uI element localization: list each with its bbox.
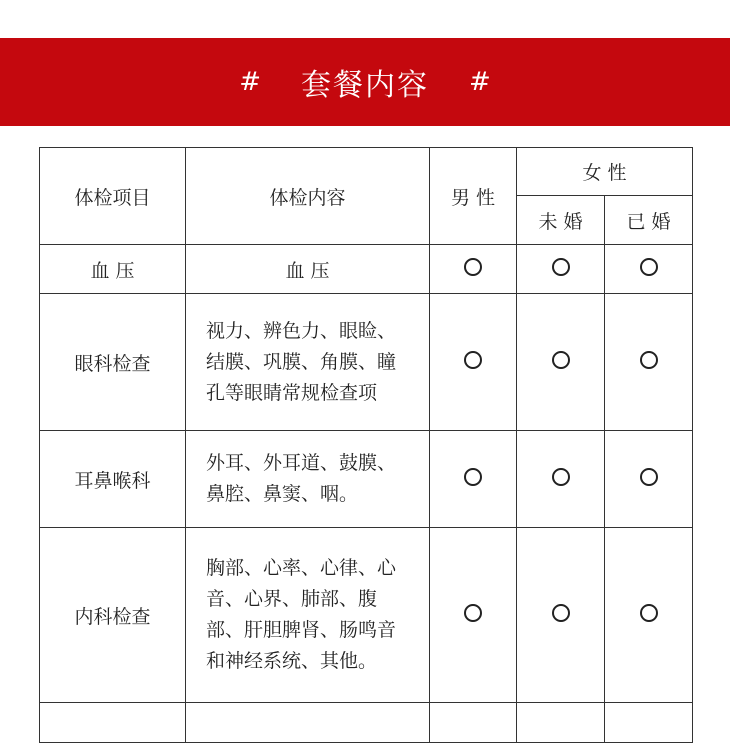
married-mark	[605, 294, 693, 431]
row-item: 血 压	[40, 245, 186, 294]
male-mark	[430, 294, 517, 431]
row-content: 血 压	[186, 245, 430, 294]
table-row	[40, 245, 693, 294]
row-content-empty	[186, 703, 430, 743]
unmarried-mark	[517, 431, 605, 528]
row-item: 耳鼻喉科	[40, 431, 186, 528]
col-header-content: 体检内容	[186, 148, 430, 245]
circle-icon	[640, 258, 658, 276]
unmarried-mark	[517, 528, 605, 703]
col-header-male: 男 性	[430, 148, 517, 245]
unmarried-mark	[517, 245, 605, 294]
male-mark-empty	[430, 703, 517, 743]
col-header-married: 已 婚	[605, 196, 693, 245]
male-mark	[430, 431, 517, 528]
unmarried-mark	[517, 294, 605, 431]
row-content: 胸部、心率、心律、心音、心界、肺部、腹部、肝胆脾肾、肠鸣音和神经系统、其他。	[186, 528, 430, 703]
married-mark	[605, 431, 693, 528]
circle-icon	[464, 604, 482, 622]
unmarried-mark-empty	[517, 703, 605, 743]
circle-icon	[464, 351, 482, 369]
married-mark	[605, 245, 693, 294]
row-item: 内科检查	[40, 528, 186, 703]
table-row	[40, 528, 693, 703]
hash-left: #	[239, 67, 261, 97]
circle-icon	[640, 351, 658, 369]
header-row	[40, 148, 693, 196]
circle-icon	[464, 468, 482, 486]
package-table	[39, 147, 693, 743]
section-banner	[0, 38, 730, 126]
col-header-unmarried: 未 婚	[517, 196, 605, 245]
married-mark-empty	[605, 703, 693, 743]
row-item-empty	[40, 703, 186, 743]
col-header-item: 体检项目	[40, 148, 186, 245]
circle-icon	[640, 468, 658, 486]
circle-icon	[552, 604, 570, 622]
circle-icon	[552, 258, 570, 276]
table-row	[40, 431, 693, 528]
row-content: 视力、辨色力、眼睑、结膜、巩膜、角膜、瞳孔等眼睛常规检查项	[186, 294, 430, 431]
circle-icon	[640, 604, 658, 622]
row-item: 眼科检查	[40, 294, 186, 431]
circle-icon	[552, 351, 570, 369]
section-title: 套餐内容	[301, 68, 429, 103]
table-row-partial	[40, 703, 693, 743]
circle-icon	[464, 258, 482, 276]
married-mark	[605, 528, 693, 703]
hash-right: #	[469, 67, 491, 97]
col-header-female: 女 性	[517, 148, 693, 196]
circle-icon	[552, 468, 570, 486]
table-row	[40, 294, 693, 431]
row-content: 外耳、外耳道、鼓膜、鼻腔、鼻窦、咽。	[186, 431, 430, 528]
male-mark	[430, 245, 517, 294]
male-mark	[430, 528, 517, 703]
